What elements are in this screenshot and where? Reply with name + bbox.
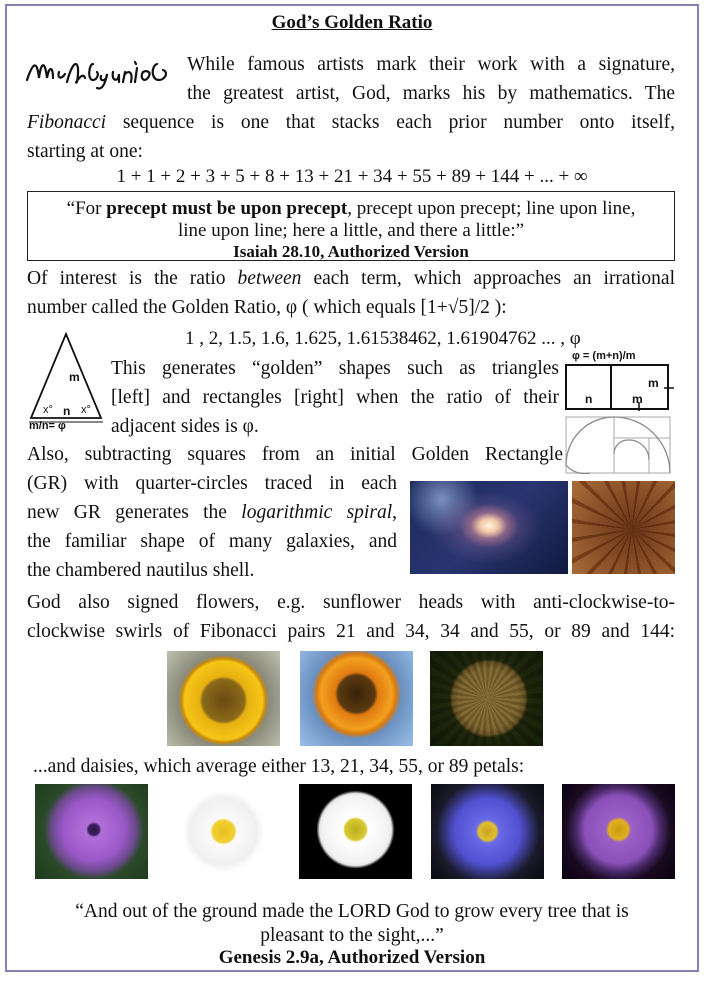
triangle-label-x1: x° <box>43 404 53 416</box>
spiral-line-4: the familiar shape of many galaxies, and <box>27 531 397 552</box>
intro-line-4: starting at one: <box>27 141 143 162</box>
quote-open: “For <box>66 198 107 219</box>
logarithmic-spiral-term: logarithmic spiral <box>241 502 393 523</box>
rectangle-label-m-bottom: m <box>632 392 643 406</box>
flowers-line-2: clockwise swirls of Fibonacci pairs 21 and 34, 34 and 55, or 89 and 144: <box>27 621 675 642</box>
sunflower-photo-1 <box>167 651 280 746</box>
ratio-paragraph <box>27 264 675 322</box>
triangle-caption: m/n= φ <box>29 420 66 432</box>
isaiah-source: Isaiah 28.10, Authorized Version <box>233 242 469 261</box>
isaiah-quote-line-1 <box>28 198 674 220</box>
isaiah-quote-box <box>27 191 675 261</box>
daisy-white-photo-1 <box>167 784 280 879</box>
aster-purple-photo <box>562 784 675 879</box>
rectangle-formula: φ = (m+n)/m <box>572 350 636 362</box>
aster-blue-photo <box>431 784 544 879</box>
intro-line-1: While famous artists mark their work with a signature, <box>187 54 675 75</box>
shapes-line-2: [left] and rectangles [right] when the ratio of their <box>111 387 559 408</box>
golden-triangle-diagram <box>25 330 107 434</box>
fibonacci-term: Fibonacci <box>27 112 107 133</box>
ratio-sequence: 1 , 2, 1.5, 1.6, 1.625, 1.61538462, 1.61904762 ... , φ <box>185 328 581 349</box>
shapes-line-3: adjacent sides is φ. <box>111 416 259 437</box>
isaiah-quote-line-2: line upon line; here a little, and there a little:” <box>177 220 525 241</box>
nautilus-photo <box>572 481 675 574</box>
ratio-line-1-a: Of interest is the ratio <box>27 268 238 289</box>
sunflower-photo-3 <box>430 651 543 746</box>
triangle-label-m: m <box>69 370 80 384</box>
page-title: God’s Golden Ratio <box>271 12 433 33</box>
flowers-line-1: God also signed flowers, e.g. sunflower heads with anti-clockwise-to- <box>27 592 675 613</box>
quote-rest: , precept upon precept; line upon line, <box>347 198 636 219</box>
shapes-line-1: This generates “golden” shapes such as triangles <box>111 358 559 379</box>
spiral-line-5: the chambered nautilus shell. <box>27 560 255 581</box>
galaxy-photo <box>410 481 568 574</box>
spiral-line-1: Also, subtracting squares from an initial Golden Rectangle <box>27 444 563 465</box>
intro-paragraph <box>27 50 675 166</box>
rectangle-label-n: n <box>585 392 593 406</box>
daisy-white-photo-2 <box>299 784 412 879</box>
genesis-source: Genesis 2.9a, Authorized Version <box>218 947 486 968</box>
intro-line-2: the greatest artist, God, marks his by mathematics. The <box>187 83 675 104</box>
sunflower-photo-2 <box>300 651 413 746</box>
ratio-line-1-b: each term, which approaches an irrational <box>301 268 675 289</box>
ratio-between: between <box>237 268 302 289</box>
daisies-text: ...and daisies, which average either 13, 21, 34, 55, or 89 petals: <box>33 756 525 777</box>
ratio-line-2: number called the Golden Ratio, φ ( which equals [1+√5]/2 ): <box>27 297 507 318</box>
rectangle-label-m-right: m <box>648 376 659 390</box>
spiral-line-3-a: new GR generates the <box>27 502 242 523</box>
genesis-quote-line-2: pleasant to the sight,...” <box>260 925 444 946</box>
spiral-line-3-b: , <box>392 502 397 523</box>
quote-bold: precept must be upon precept <box>106 198 348 219</box>
spiral-line-3 <box>27 498 397 527</box>
triangle-label-x2: x° <box>81 404 91 416</box>
fibonacci-sequence: 1 + 1 + 2 + 3 + 5 + 8 + 13 + 21 + 34 + 55 + 89 + 144 + ... + ∞ <box>116 166 588 187</box>
intro-line-3 <box>27 108 675 137</box>
flowers-paragraph <box>27 588 675 646</box>
genesis-quote-line-1: “And out of the ground made the LORD God to grow every tree that is <box>75 901 629 922</box>
daisy-purple-photo <box>35 784 148 879</box>
spiral-paragraph <box>27 469 397 585</box>
page-frame <box>5 4 699 972</box>
spiral-line-2: (GR) with quarter-circles traced in each <box>27 473 397 494</box>
ratio-line-1 <box>27 264 675 293</box>
intro-line-3-rest: sequence is one that stacks each prior number onto itself, <box>106 112 675 133</box>
shapes-paragraph <box>111 354 559 441</box>
golden-spiral-diagram <box>565 416 673 474</box>
triangle-label-n: n <box>63 404 71 418</box>
